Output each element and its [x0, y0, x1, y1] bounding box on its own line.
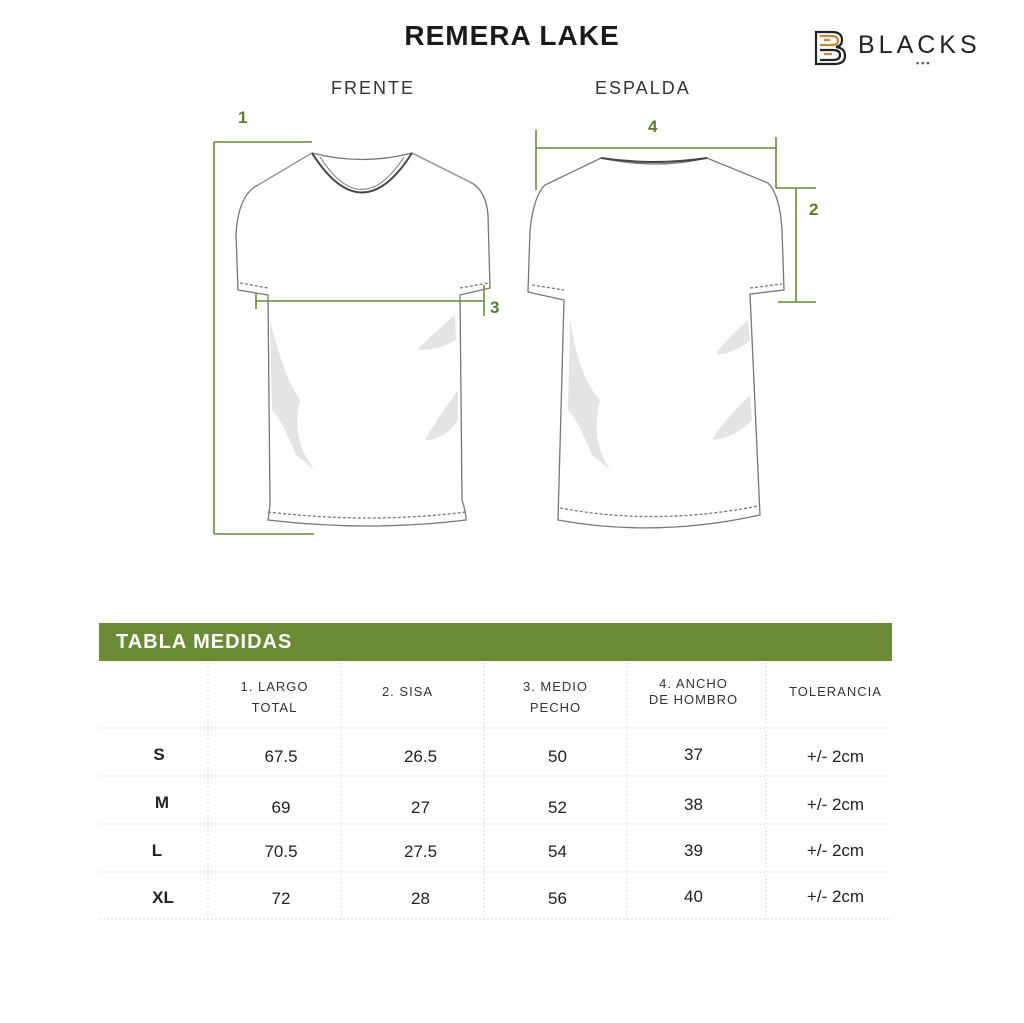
marker-3: 3 [490, 298, 500, 317]
header-tolerancia: TOLERANCIA [789, 684, 882, 699]
brand-dots: ▪▪▪ [916, 58, 932, 68]
cell-s-largo: 67.5 [264, 747, 298, 766]
size-label-s: S [153, 745, 165, 764]
cell-xl-largo: 72 [271, 889, 291, 908]
cell-l-tolerancia: +/- 2cm [806, 841, 865, 860]
header-sisa: 2. SISA [381, 684, 434, 699]
cell-s-hombro: 37 [684, 745, 703, 764]
page-title: REMERA LAKE [404, 20, 620, 51]
size-label-xl: XL [152, 888, 174, 907]
cell-m-hombro: 38 [684, 795, 703, 814]
cell-m-sisa: 27 [411, 798, 430, 817]
size-table [99, 662, 892, 922]
cell-m-pecho: 52 [548, 798, 567, 817]
cell-m-tolerancia: +/- 2cm [806, 795, 865, 814]
cell-m-largo: 69 [271, 798, 291, 817]
cell-l-largo: 70.5 [264, 842, 298, 861]
cell-s-pecho: 50 [548, 747, 567, 766]
size-label-l: L [151, 841, 163, 860]
cell-xl-pecho: 56 [548, 889, 567, 908]
front-view-label: FRENTE [331, 78, 415, 98]
marker-1: 1 [238, 108, 248, 127]
header-largo-total: 1. LARGO TOTAL [240, 679, 309, 715]
cell-s-sisa: 26.5 [403, 747, 438, 766]
cell-xl-hombro: 40 [684, 887, 703, 906]
brand-name: BLACKS [858, 31, 981, 59]
header-medio-pecho: 3. MEDIO PECHO [522, 679, 589, 715]
cell-s-tolerancia: +/- 2cm [806, 747, 865, 766]
header-ancho-hombro: 4. ANCHO DE HOMBRO [648, 676, 739, 707]
cell-l-sisa: 27.5 [403, 842, 438, 861]
cell-xl-sisa: 28 [411, 889, 430, 908]
table-title: TABLA MEDIDAS [116, 631, 293, 653]
marker-4: 4 [648, 117, 658, 136]
cell-l-pecho: 54 [548, 842, 567, 861]
cell-xl-tolerancia: +/- 2cm [806, 887, 865, 906]
size-label-m: M [154, 793, 170, 812]
back-view-label: ESPALDA [595, 78, 691, 98]
marker-2: 2 [809, 200, 819, 219]
cell-l-hombro: 39 [684, 841, 703, 860]
